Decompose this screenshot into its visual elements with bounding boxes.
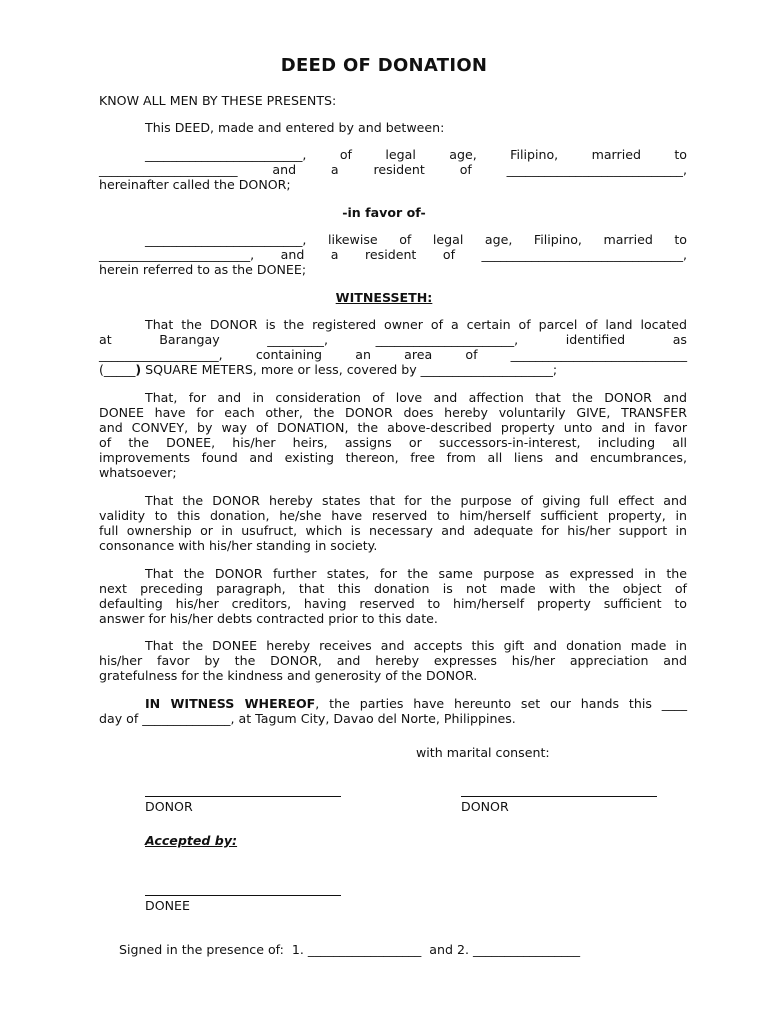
donor-line-2: ______________________ and a resident of ____________________________,	[99, 162, 687, 177]
p3-line-3: full ownership or in usufruct, which is necessary and adequate for his/her support in	[99, 523, 687, 538]
p4-line-4: answer for his/her debts contracted prior to this date.	[99, 611, 438, 626]
donee-line-2: ________________________, and a resident of ________________________________,	[99, 247, 687, 262]
donor-line-3: hereinafter called the DONOR;	[99, 177, 291, 192]
p5-line-1: That the DONEE hereby receives and accepts this gift and donation made in	[145, 638, 687, 653]
witnesseth-heading: WITNESSETH:	[335, 290, 433, 305]
signed-in-presence: Signed in the presence of: 1. __________________ and 2. _________________	[119, 942, 581, 957]
p3-line-1: That the DONOR hereby states that for the purpose of giving full effect and	[145, 493, 687, 508]
p2-line-5: improvements found and existing thereon, free from all liens and encumbrances,	[99, 450, 687, 465]
p3-line-4: consonance with his/her standing in society.	[99, 538, 378, 553]
witness-line-1-rest: , the parties have hereunto set our hands this ____	[315, 696, 687, 711]
donee-line-1: _________________________, likewise of legal age, Filipino, married to	[145, 232, 687, 247]
p2-line-3: and CONVEY, by way of DONATION, the above-described property unto and in favor	[99, 420, 687, 435]
p4-line-3: defaulting his/her creditors, having reserved to him/herself property sufficient to	[99, 596, 687, 611]
document-title: DEED OF DONATION	[280, 55, 488, 76]
p2-line-2: DONEE have for each other, the DONOR does hereby voluntarily GIVE, TRANSFER	[99, 405, 687, 420]
donor-line-1: _________________________, of legal age, Filipino, married to	[145, 147, 687, 162]
donor-label-right: DONOR	[461, 799, 509, 814]
witness-line-2: day of ______________, at Tagum City, Davao del Norte, Philippines.	[99, 711, 516, 726]
in-favor-of: -in favor of-	[342, 205, 426, 220]
p4-line-1: That the DONOR further states, for the same purpose as expressed in the	[145, 566, 687, 581]
marital-consent: with marital consent:	[416, 745, 550, 760]
p5-line-2: his/her favor by the DONOR, and hereby expresses his/her appreciation and	[99, 653, 687, 668]
p3-line-2: validity to this donation, he/she have reserved to him/herself sufficient property, in	[99, 508, 687, 523]
donor-signature-line-right	[461, 796, 657, 797]
p1-line-4	[99, 362, 557, 377]
p1-line-4-rest: SQUARE METERS, more or less, covered by _____________________;	[141, 362, 558, 377]
donee-line-3: herein referred to as the DONEE;	[99, 262, 307, 277]
p2-line-6: whatsoever;	[99, 465, 177, 480]
p4-line-2: next preceding paragraph, that this donation is not made with the object of	[99, 581, 687, 596]
p1-line-1: That the DONOR is the registered owner of a certain of parcel of land located	[145, 317, 687, 332]
p1-line-3: ___________________, containing an area of ____________________________	[99, 347, 687, 362]
p2-line-1: That, for and in consideration of love and affection that the DONOR and	[145, 390, 687, 405]
witness-whereof-bold: IN WITNESS WHEREOF	[145, 696, 316, 711]
p2-line-4: of the DONEE, his/her heirs, assigns or successors-in-interest, including all	[99, 435, 687, 450]
area-blank: (_____	[99, 362, 136, 377]
witness-line-1	[145, 696, 687, 711]
donor-signature-line-left	[145, 796, 341, 797]
donee-label: DONEE	[145, 898, 190, 913]
lead-line: This DEED, made and entered by and between:	[145, 120, 445, 135]
area-paren: )	[135, 362, 142, 377]
p1-line-2: at Barangay _________, ______________________, identified as	[99, 332, 687, 347]
p5-line-3: gratefulness for the kindness and generosity of the DONOR.	[99, 668, 478, 683]
donee-signature-line	[145, 895, 341, 896]
intro-line: KNOW ALL MEN BY THESE PRESENTS:	[99, 93, 337, 108]
donor-label-left: DONOR	[145, 799, 193, 814]
accepted-by: Accepted by:	[145, 833, 238, 848]
